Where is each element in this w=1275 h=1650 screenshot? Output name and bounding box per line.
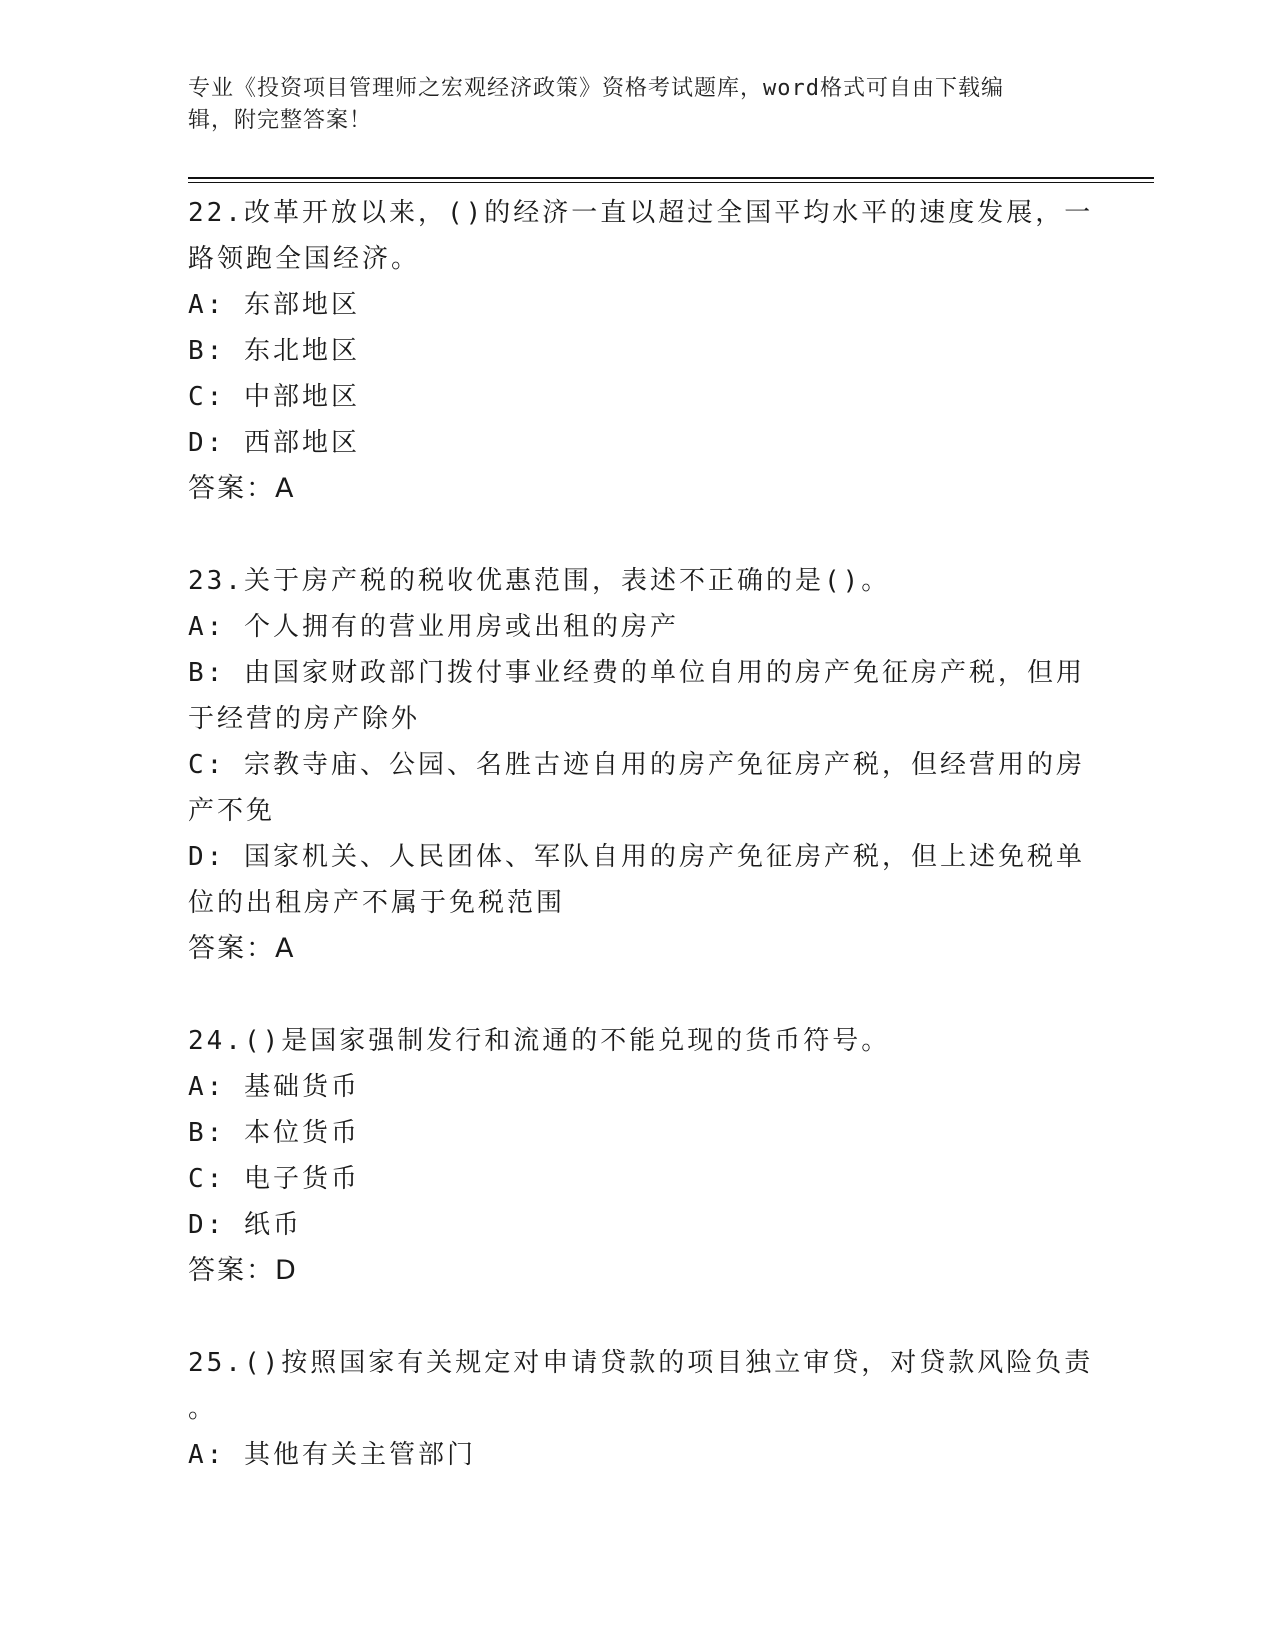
option-c: C: 电子货币 [188, 1164, 360, 1194]
option-b: B: 由国家财政部门拨付事业经费的单位自用的房产免征房产税，但用 [188, 658, 1085, 688]
option-b-continued: 于经营的房产除外 [188, 704, 421, 734]
question-23 [188, 558, 1088, 972]
option-c: C: 宗教寺庙、公园、名胜古迹自用的房产免征房产税，但经营用的房 [188, 750, 1085, 780]
question-stem-continued: 路领跑全国经济。 [188, 244, 421, 274]
option-d: D: 西部地区 [188, 428, 360, 458]
answer: 答案：D [188, 1255, 298, 1286]
question-stem: 24.()是国家强制发行和流通的不能兑现的货币符号。 [188, 1026, 891, 1056]
answer: 答案：A [188, 473, 296, 504]
answer: 答案：A [188, 933, 296, 964]
question-22 [188, 190, 1094, 512]
option-c: C: 中部地区 [188, 382, 360, 412]
header-divider-thin [188, 182, 1154, 183]
question-list [188, 190, 1094, 1524]
question-stem: 23.关于房产税的税收优惠范围，表述不正确的是()。 [188, 566, 891, 596]
option-a: A: 基础货币 [188, 1072, 360, 1102]
question-stem: 22.改革开放以来，()的经济一直以超过全国平均水平的速度发展，一 [188, 198, 1094, 228]
document-header [188, 73, 1068, 137]
option-b: B: 本位货币 [188, 1118, 360, 1148]
question-stem-continued: 。 [188, 1394, 218, 1424]
question-24 [188, 1018, 1088, 1294]
option-d: D: 国家机关、人民团体、军队自用的房产免征房产税，但上述免税单 [188, 842, 1085, 872]
option-d-continued: 位的出租房产不属于免税范围 [188, 888, 566, 918]
option-a: A: 东部地区 [188, 290, 360, 320]
question-stem: 25.()按照国家有关规定对申请贷款的项目独立审贷，对贷款风险负责 [188, 1348, 1094, 1378]
option-a: A: 个人拥有的营业用房或出租的房产 [188, 612, 679, 642]
header-line-2: 辑，附完整答案！ [188, 108, 373, 133]
option-b: B: 东北地区 [188, 336, 360, 366]
option-d: D: 纸币 [188, 1210, 302, 1240]
option-c-continued: 产不免 [188, 796, 276, 826]
header-line-1: 专业《投资项目管理师之宏观经济政策》资格考试题库，word格式可自由下载编 [188, 76, 1004, 101]
option-a: A: 其他有关主管部门 [188, 1440, 476, 1470]
question-25 [188, 1340, 1094, 1478]
header-divider-thick [188, 177, 1154, 179]
